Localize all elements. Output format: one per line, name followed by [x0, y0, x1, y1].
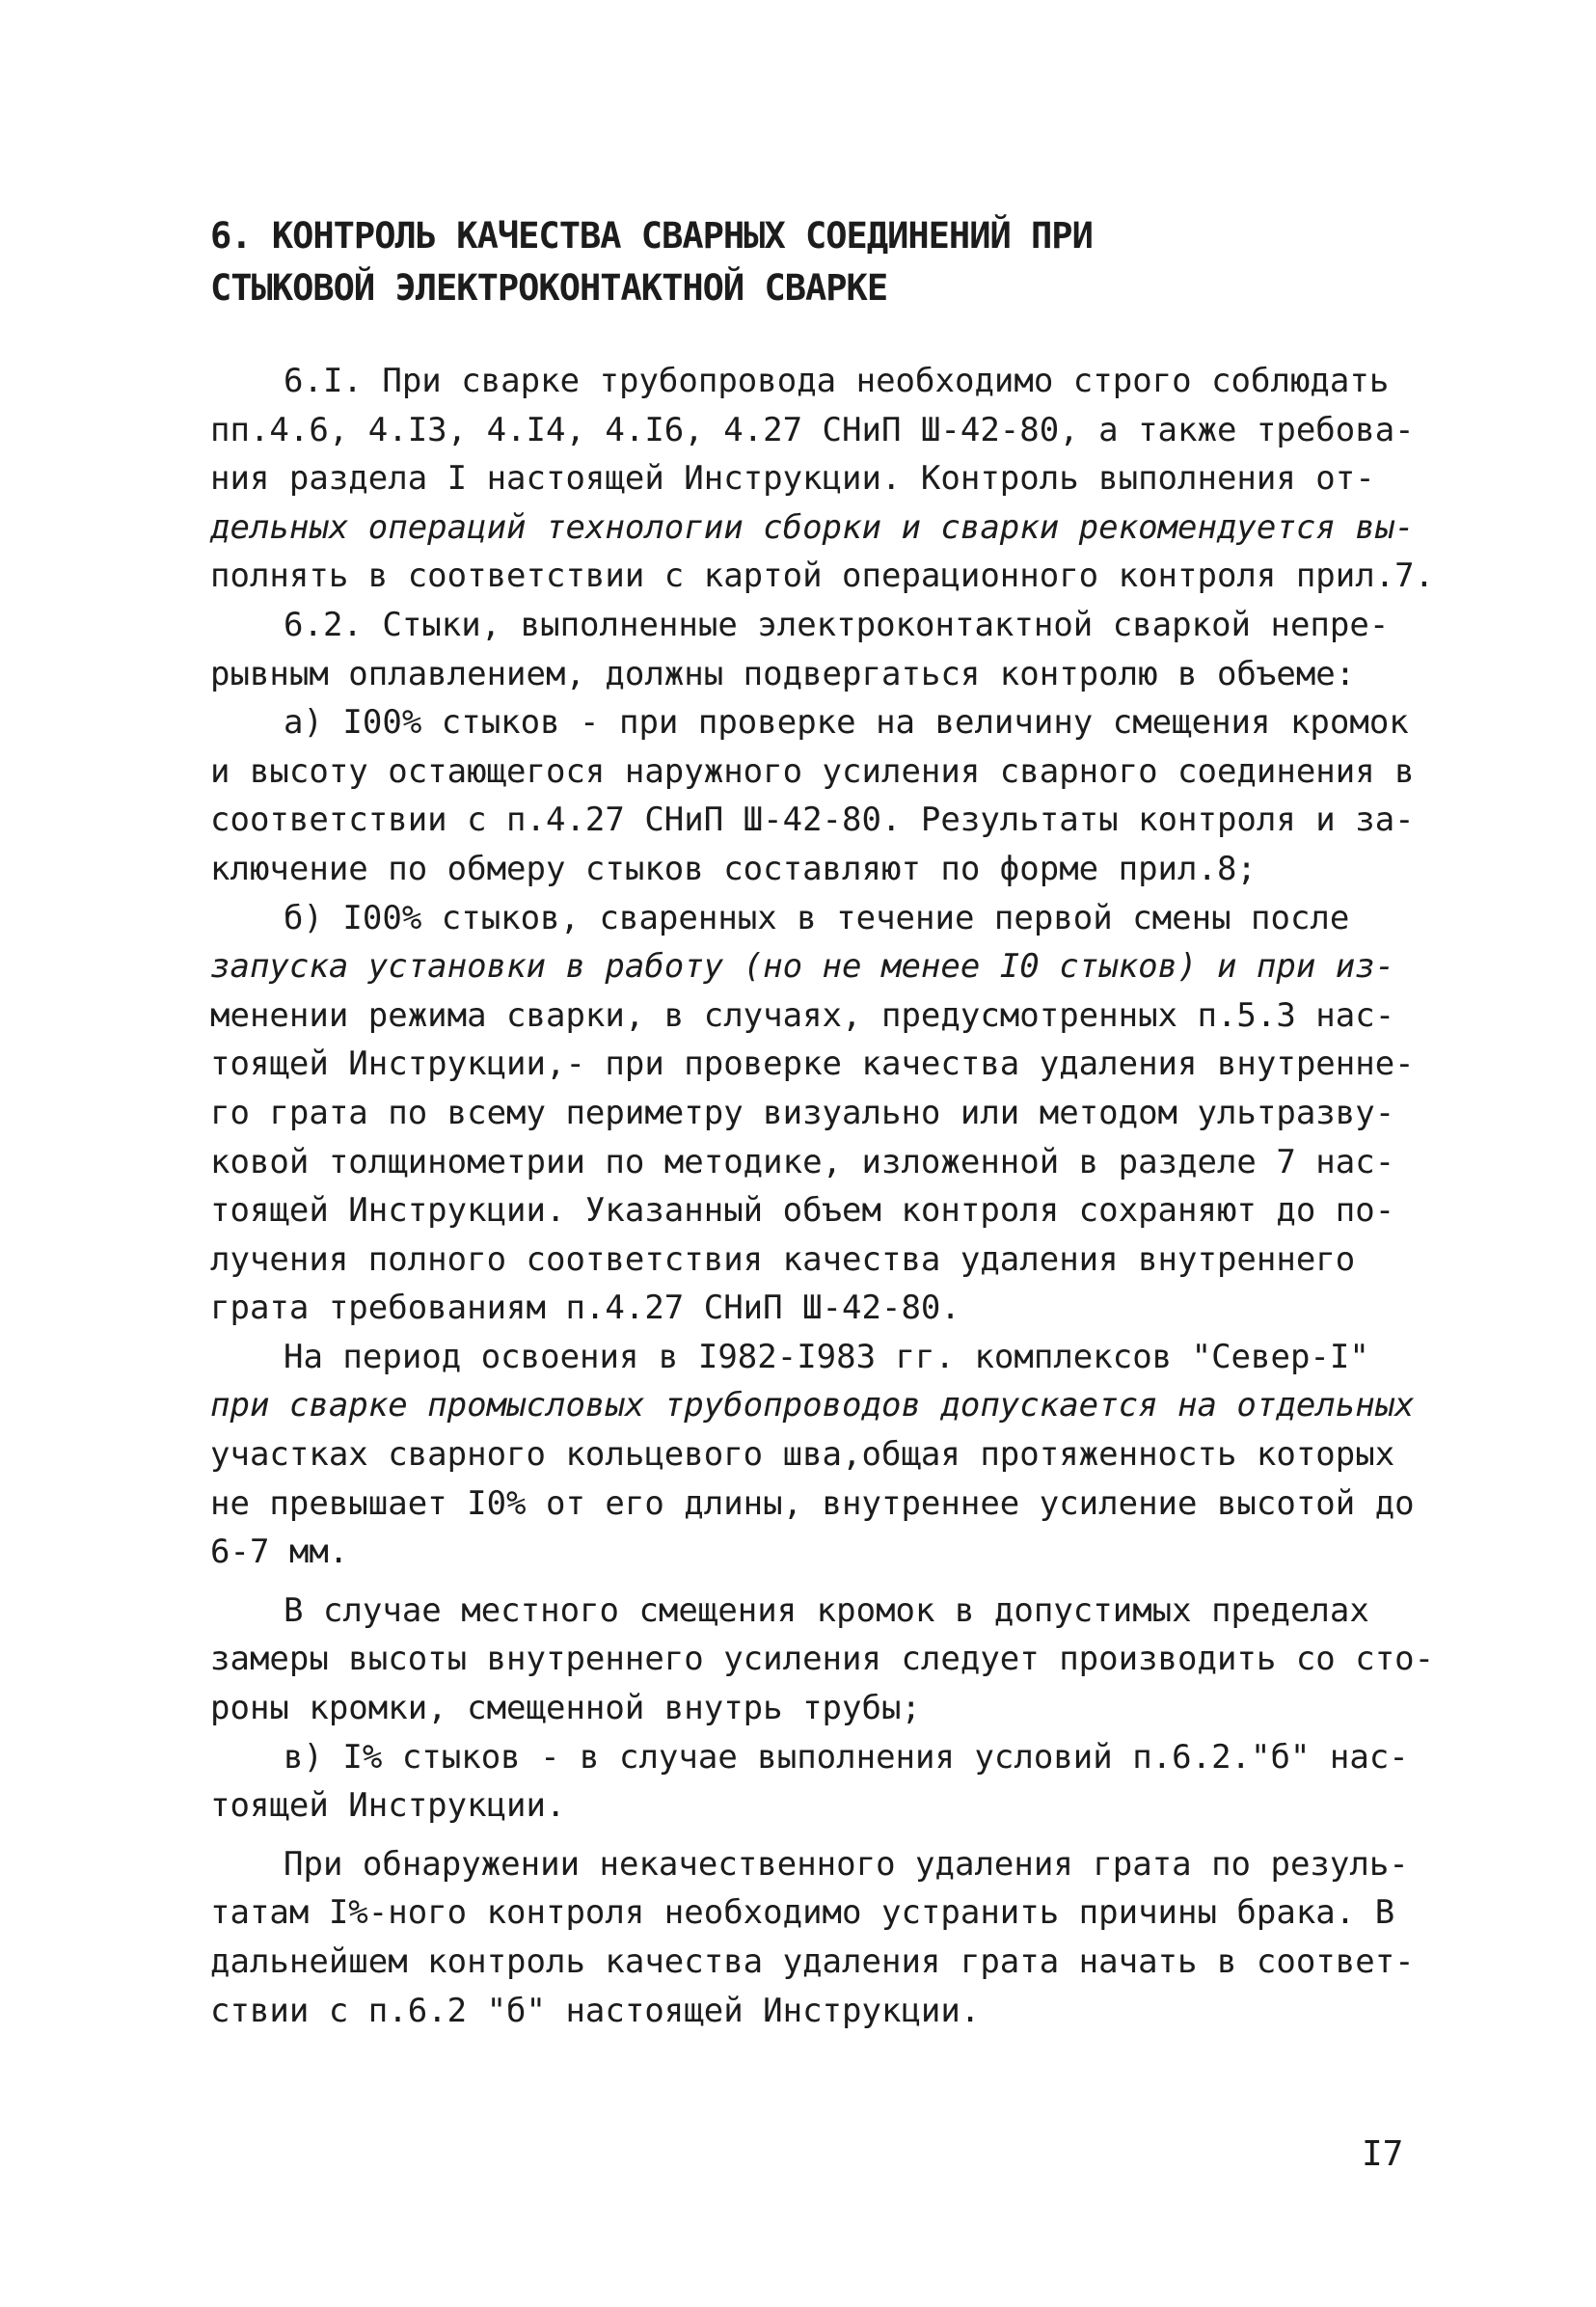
text-line: рывным оплавлением, должны подвергаться контролю в объеме: — [210, 654, 1356, 693]
text-line: ния раздела I настоящей Инструкции. Контроль выполнения от- — [210, 459, 1375, 499]
text-line: дельных операций технологии сборки и сварки рекомендуется вы- — [210, 507, 1415, 547]
text-line: тоящей Инструкции. — [210, 1786, 566, 1826]
paragraph-gap — [210, 1577, 1406, 1587]
text-line: пп.4.6, 4.I3, 4.I4, 4.I6, 4.27 СНиП Ш-42-80, а также требова- — [210, 410, 1415, 449]
text-line: В случае местного смещения кромок в допустимых пределах — [284, 1590, 1369, 1630]
text-line: роны кромки, смещенной внутрь трубы; — [210, 1689, 921, 1728]
text-line: грата требованиям п.4.27 СНиП Ш-42-80. — [210, 1289, 960, 1328]
text-line: тоящей Инструкции. Указанный объем контроля сохраняют до по- — [210, 1191, 1395, 1231]
paragraph-6-2-b — [210, 894, 1415, 1333]
page-number: I7 — [1362, 2134, 1404, 2174]
text-line: ковой толщинометрии по методике, изложенной в разделе 7 нас- — [210, 1142, 1395, 1181]
section-heading-line-2: СТЫКОВОЙ ЭЛЕКТРОКОНТАКТНОЙ СВАРКЕ — [210, 267, 888, 309]
text-line: менении режима сварки, в случаях, предусмотренных п.5.3 нас- — [210, 995, 1395, 1035]
text-line: участках сварного кольцевого шва,общая протяженность которых — [210, 1435, 1395, 1475]
text-line: запуска установки в работу (но не менее I0 стыков) и при из- — [210, 947, 1395, 987]
text-line: 6.I. При сварке трубопровода необходимо строго соблюдать — [284, 362, 1390, 400]
text-line: дальнейшем контроль качества удаления грата начать в соответ- — [210, 1942, 1415, 1981]
text-line: На период освоения в I982-I983 гг. комплексов "Север-I" — [284, 1337, 1369, 1376]
text-line: соответствии с п.4.27 СНиП Ш-42-80. Результаты контроля и за- — [210, 801, 1415, 840]
text-line: а) I00% стыков - при проверке на величину смещения кромок — [284, 703, 1409, 743]
text-line: При обнаружении некачественного удаления грата по резуль- — [284, 1844, 1409, 1884]
paragraph-6-1 — [210, 357, 1435, 601]
text-line: 6-7 мм. — [210, 1533, 349, 1572]
paragraph-6-2-a — [210, 698, 1415, 893]
text-line: не превышает I0% от его длины, внутреннее усиление высотой до — [210, 1483, 1415, 1523]
text-line: татам I%-ного контроля необходимо устранить причины брака. В — [210, 1893, 1395, 1933]
section-heading-line-1: 6. КОНТРОЛЬ КАЧЕСТВА СВАРНЫХ СОЕДИНЕНИЙ ПРИ — [210, 215, 1093, 257]
text-line: в) I% стыков - в случае выполнения условий п.6.2."б" нас- — [284, 1737, 1409, 1777]
text-line: и высоту остающегося наружного усиления сварного соединения в — [210, 751, 1415, 791]
text-line: полнять в соответствии с картой операционного контроля прил.7. — [210, 556, 1435, 596]
text-line: тоящей Инструкции,- при проверке качества удаления внутренне- — [210, 1045, 1415, 1084]
text-line: 6.2. Стыки, выполненные электроконтактной сваркой непре- — [284, 605, 1390, 644]
text-line: лучения полного соответствия качества удаления внутреннего — [210, 1239, 1356, 1279]
text-line: ключение по обмеру стыков составляют по форме прил.8; — [210, 849, 1257, 888]
text-line: при сварке промысловых трубопроводов допускается на отдельных — [210, 1386, 1415, 1425]
paragraph-period — [210, 1333, 1415, 1577]
text-line: замеры высоты внутреннего усиления следует производить со сто- — [210, 1640, 1435, 1679]
text-line: го грата по всему периметру визуально или методом ультразву- — [210, 1093, 1395, 1132]
text-line: ствии с п.6.2 "б" настоящей Инструкции. — [210, 1991, 981, 2030]
section-body — [210, 357, 1435, 2035]
section-heading — [210, 210, 1093, 314]
text-line: б) I00% стыков, сваренных в течение первой смены после — [284, 898, 1350, 937]
paragraph-6-2 — [210, 601, 1406, 698]
paragraph-local-offset — [210, 1587, 1435, 1733]
paragraph-gap — [210, 1831, 1406, 1840]
paragraph-defect — [210, 1840, 1415, 2035]
paragraph-6-2-v — [210, 1733, 1409, 1831]
